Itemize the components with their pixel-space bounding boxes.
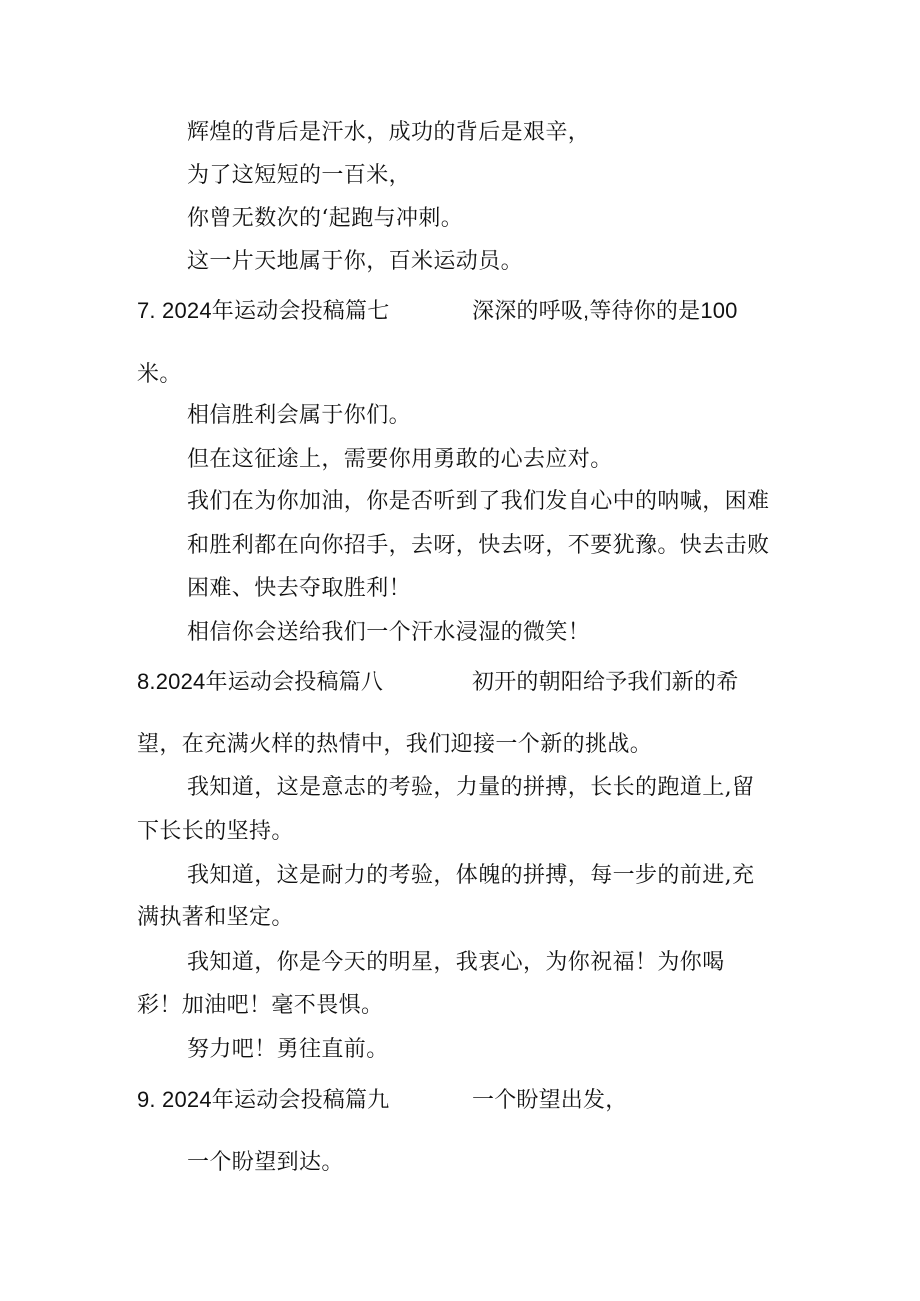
body-line: 我知道，你是今天的明星，我衷心，为你祝福！为你喝 bbox=[187, 950, 725, 975]
body-line: 我知道，这是意志的考验，力量的拼搏，长长的跑道上,留 bbox=[187, 775, 755, 800]
section-heading: 8.2024年运动会投稿篇八 bbox=[137, 669, 384, 694]
body-line: 米。 bbox=[137, 362, 182, 387]
body-line: 相信胜利会属于你们。 bbox=[187, 403, 412, 428]
body-line: 但在这征途上，需要你用勇敢的心去应对。 bbox=[187, 447, 613, 472]
body-line: 相信你会送给我们一个汗水浸湿的微笑！ bbox=[187, 620, 591, 645]
intro-line: 为了这短短的一百米， bbox=[187, 163, 412, 188]
body-line: 下长长的坚持。 bbox=[137, 819, 294, 844]
body-line: 和胜利都在向你招手，去呀，快去呀，不要犹豫。快去击败 bbox=[187, 533, 770, 558]
section-heading-trailing-text: 一个盼望出发， bbox=[472, 1087, 628, 1112]
body-line: 我知道，这是耐力的考验，体魄的拼搏，每一步的前进,充 bbox=[187, 863, 755, 888]
body-line: 望，在充满火样的热情中，我们迎接一个新的挑战。 bbox=[137, 732, 653, 757]
intro-line: 这一片天地属于你，百米运动员。 bbox=[187, 249, 524, 274]
intro-line: 你曾无数次的‘起跑与冲刺。 bbox=[187, 206, 464, 231]
body-line: 努力吧！勇往直前。 bbox=[187, 1037, 389, 1062]
body-line: 彩！加油吧！毫不畏惧。 bbox=[137, 993, 384, 1018]
section-heading-trailing-text: 深深的呼吸,等待你的是100 bbox=[472, 298, 738, 323]
section-heading-trailing-text: 初开的朝阳给予我们新的希 bbox=[472, 669, 739, 694]
section-heading: 9. 2024年运动会投稿篇九 bbox=[137, 1087, 390, 1112]
body-line: 困难、快去夺取胜利！ bbox=[187, 576, 412, 601]
section-heading: 7. 2024年运动会投稿篇七 bbox=[137, 298, 390, 323]
intro-line: 辉煌的背后是汗水，成功的背后是艰辛， bbox=[187, 120, 591, 145]
body-line: 一个盼望到达。 bbox=[187, 1150, 344, 1175]
body-line: 满执著和坚定。 bbox=[137, 905, 294, 930]
body-line: 我们在为你加油，你是否听到了我们发自心中的呐喊，困难 bbox=[187, 489, 770, 514]
